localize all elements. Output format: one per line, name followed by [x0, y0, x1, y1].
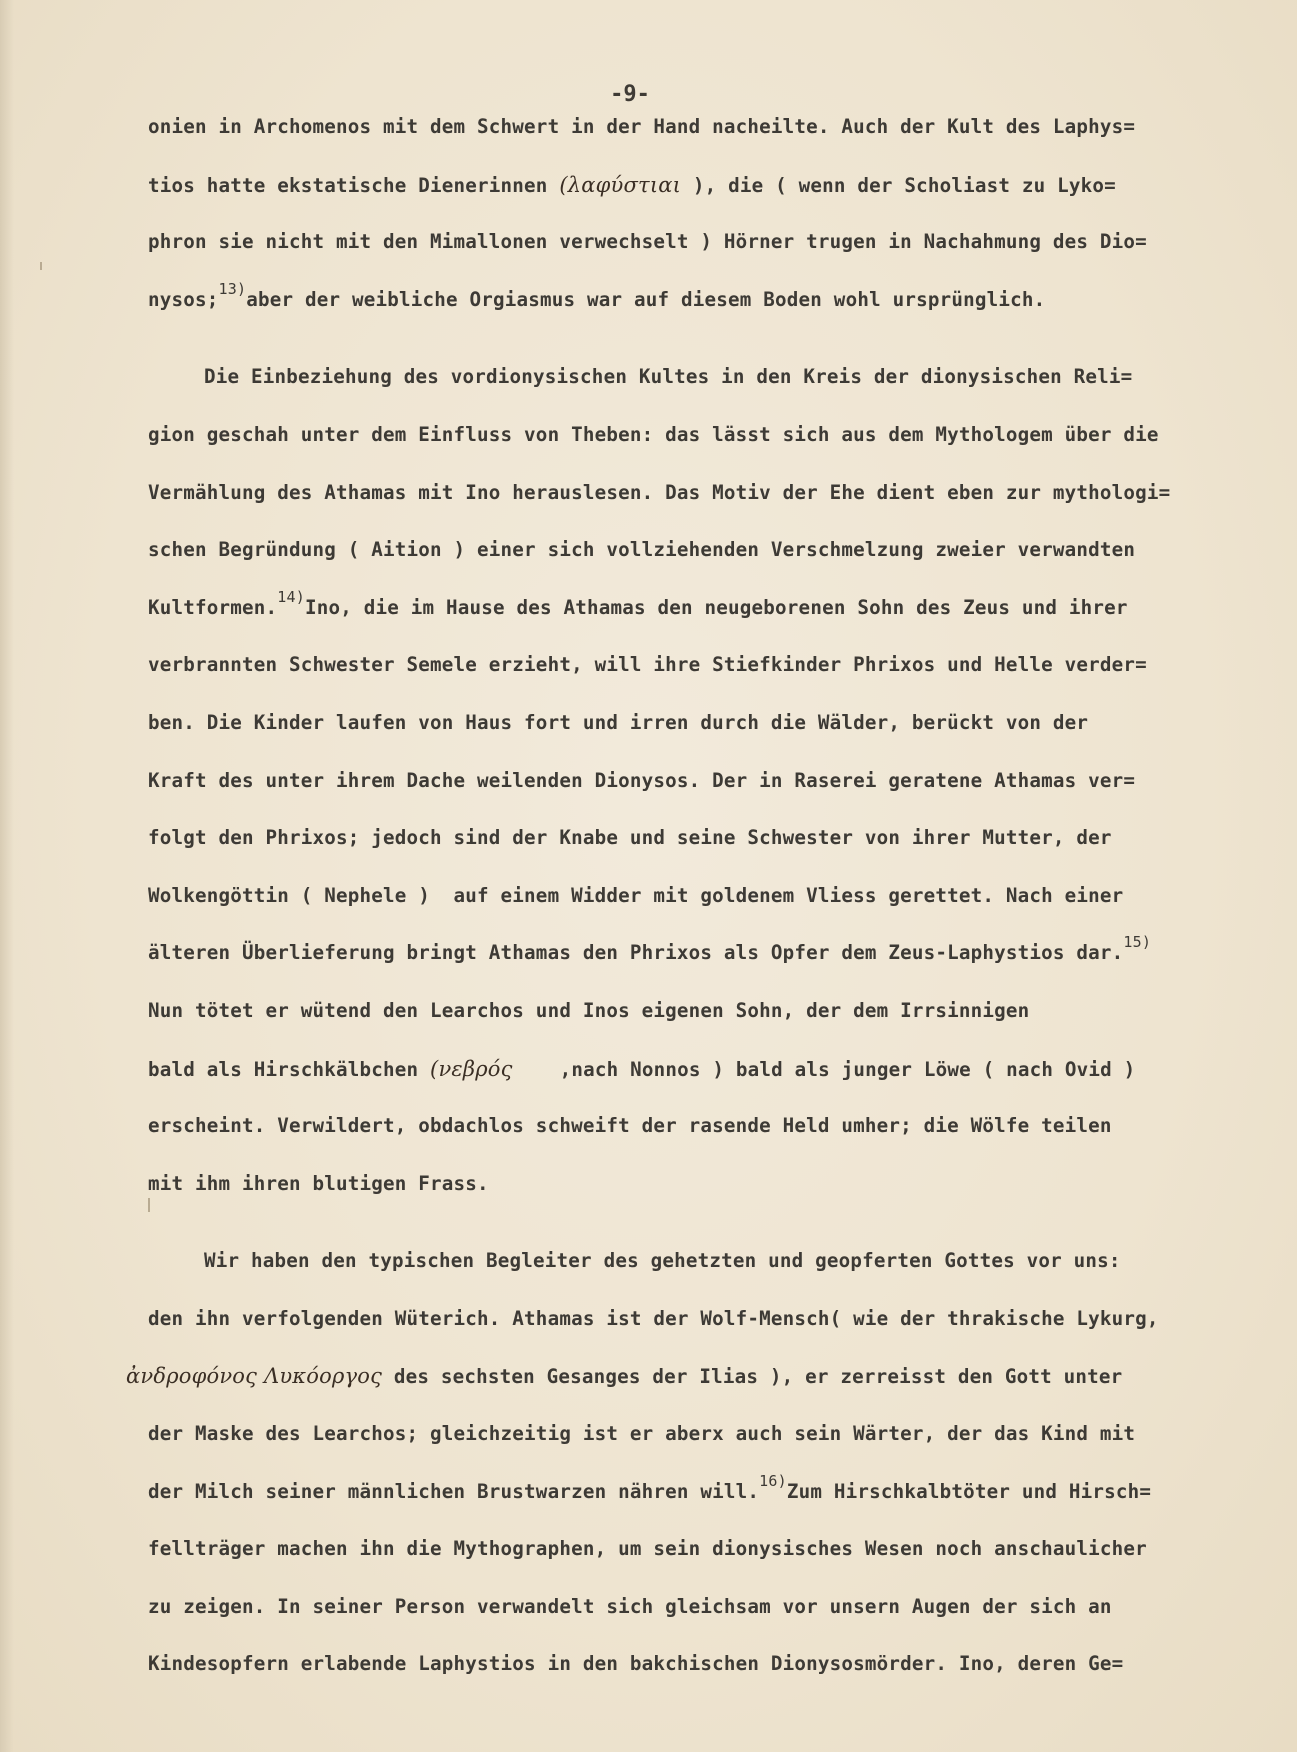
text-line: [148, 1306, 1278, 1364]
typed-text: des sechsten Gesanges der Ilias ), er zerreisst den Gott unter: [382, 1365, 1123, 1389]
typed-text: der Maske des Learchos; gleichzeitig ist er aberx auch sein Wärter, der das Kind mit: [148, 1422, 1136, 1446]
text-line: [148, 1056, 1278, 1114]
text-line: [148, 1471, 1278, 1537]
typed-text: ), die ( wenn der Scholiast zu Lyko=: [681, 173, 1116, 197]
paper-edge-shadow: [0, 0, 14, 1752]
text-line: [148, 1594, 1278, 1652]
typed-text: erscheint. Verwildert, obdachlos schweift der rasende Held umher; die Wölfe teilen: [148, 1114, 1112, 1138]
text-line: [148, 114, 1278, 172]
text-line: [148, 1248, 1278, 1306]
text-line: [148, 883, 1278, 941]
typed-text: ben. Die Kinder laufen von Haus fort und irren durch die Wälder, berückt von der: [148, 710, 1089, 734]
text-line: [148, 825, 1278, 883]
typed-text: mit ihm ihren blutigen Frass.: [148, 1171, 489, 1195]
paragraph-gap: [148, 1228, 1278, 1248]
text-line: [148, 933, 1278, 998]
page-number: -9-: [610, 82, 650, 107]
text-line: [148, 652, 1278, 710]
text-line: [148, 279, 1278, 345]
typed-text: Kindesopfern erlabende Laphystios in den bakchischen Dionysosmörder. Ino, deren Ge=: [148, 1652, 1124, 1676]
typed-text: den ihn verfolgenden Wüterich. Athamas ist der Wolf-Mensch( wie der thrakische Lykurg,: [148, 1306, 1159, 1330]
typed-text: bald als Hirschkälbchen: [148, 1057, 431, 1081]
typed-text: fellträger machen ihn die Mythographen, um sein dionysisches Wesen noch anschaulicher: [148, 1537, 1147, 1561]
handwritten-greek: (νεβρός: [430, 1056, 513, 1081]
typed-text: verbrannten Schwester Semele erzieht, will ihre Stiefkinder Phrixos und Helle verder=: [148, 653, 1147, 677]
footnote-reference: 14): [277, 587, 305, 606]
handwritten-greek: ἀνδροφόνος Λυκόοργος: [126, 1364, 383, 1389]
typed-text: gion geschah unter dem Einfluss von Theben: das lässt sich aus dem Mythologem über die: [148, 422, 1159, 446]
text-line: [148, 1171, 1278, 1229]
typed-text: Wir haben den typischen Begleiter des gehetzten und geopferten Gottes vor uns:: [204, 1249, 1121, 1273]
paragraph-gap: [148, 344, 1278, 364]
typed-text: ,nach Nonnos ) bald als junger Löwe ( nach Ovid ): [512, 1057, 1136, 1081]
typed-text: Vermählung des Athamas mit Ino herauslesen. Das Motiv der Ehe dient eben zur mythologi=: [148, 480, 1171, 504]
text-line: [148, 480, 1278, 538]
typed-text: älteren Überlieferung bringt Athamas den Phrixos als Opfer dem Zeus-Laphystios dar.: [148, 941, 1124, 965]
text-line: [148, 587, 1278, 653]
handwritten-greek: (λαφύστιαι: [559, 172, 682, 197]
typed-text: nysos;: [148, 287, 219, 311]
text-line: [148, 172, 1278, 230]
text-line: [148, 422, 1278, 480]
body-text: [126, 114, 1278, 1709]
typed-text: tios hatte ekstatische Dienerinnen: [148, 173, 560, 197]
typed-text: Kultformen.: [148, 595, 278, 619]
typed-text: Die Einbeziehung des vordionysischen Kultes in den Kreis der dionysischen Reli=: [204, 365, 1133, 389]
text-line: [148, 537, 1278, 595]
text-line: [148, 1651, 1278, 1709]
footnote-reference: 13): [218, 279, 247, 298]
text-line: [148, 1421, 1278, 1479]
text-line: [148, 364, 1278, 422]
text-line: [148, 1536, 1278, 1594]
footnote-reference: 16): [759, 1471, 787, 1490]
text-line: [148, 998, 1278, 1056]
typed-text: zu zeigen. In seiner Person verwandelt sich gleichsam vor unsern Augen der sich an: [148, 1594, 1112, 1618]
typed-text: Nun tötet er wütend den Learchos und Inos eigenen Sohn, der dem Irrsinnigen: [148, 998, 1030, 1022]
typed-text: Zum Hirschkalbtöter und Hirsch=: [786, 1479, 1152, 1503]
text-line: [126, 1363, 1278, 1421]
footnote-reference: 15): [1123, 933, 1152, 952]
text-line: [148, 229, 1278, 287]
text-line: [148, 710, 1278, 768]
typed-text: Ino, die im Hause des Athamas den neugeborenen Sohn des Zeus und ihrer: [304, 595, 1128, 619]
typed-text: schen Begründung ( Aition ) einer sich vollziehenden Verschmelzung zweier verwandten: [148, 538, 1136, 562]
text-line: [148, 768, 1278, 826]
typed-text: folgt den Phrixos; jedoch sind der Knabe und seine Schwester von ihrer Mutter, der: [148, 826, 1112, 850]
text-line: [148, 1113, 1278, 1171]
typed-text: onien in Archomenos mit dem Schwert in der Hand nacheilte. Auch der Kult des Laphys=: [148, 115, 1136, 138]
typed-text: aber der weibliche Orgiasmus war auf diesem Boden wohl ursprünglich.: [246, 287, 1046, 311]
typed-text: phron sie nicht mit den Mimallonen verwechselt ) Hörner trugen in Nachahmung des Dio=: [148, 230, 1147, 254]
typed-text: Wolkengöttin ( Nephele ) auf einem Widder mit goldenem Vliess gerettet. Nach einer: [148, 883, 1124, 907]
margin-mark: [40, 262, 42, 270]
typed-text: Kraft des unter ihrem Dache weilenden Dionysos. Der in Raserei geratene Athamas ver=: [148, 768, 1136, 792]
typed-text: der Milch seiner männlichen Brustwarzen nähren will.: [148, 1479, 760, 1503]
